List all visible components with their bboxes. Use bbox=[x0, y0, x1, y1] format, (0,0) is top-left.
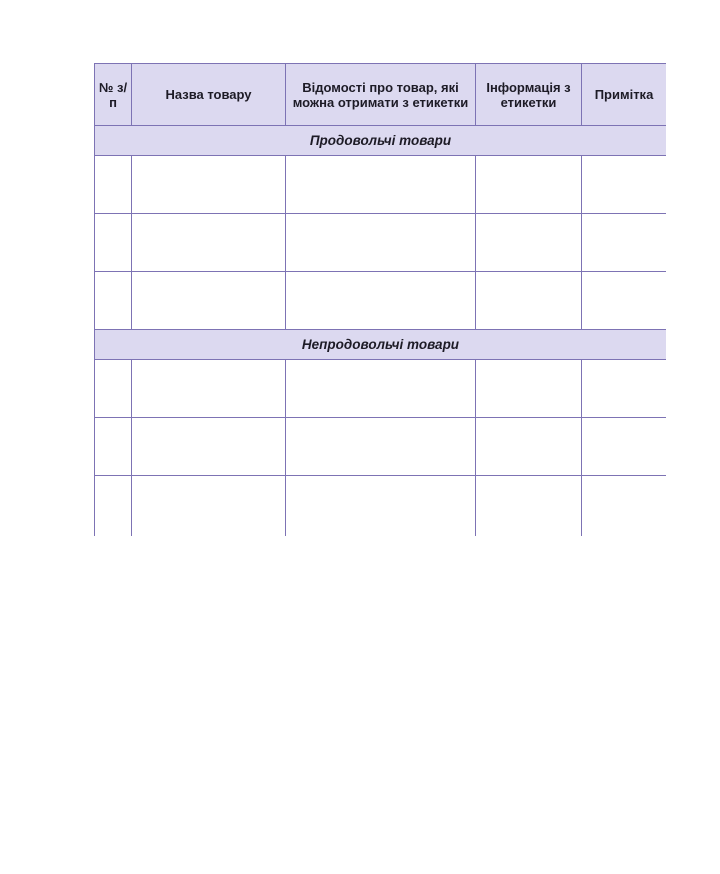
cell-number[interactable] bbox=[95, 360, 132, 418]
table-row bbox=[95, 272, 667, 330]
cell-label-info[interactable] bbox=[476, 214, 582, 272]
cell-number[interactable] bbox=[95, 272, 132, 330]
section-title-nonfood: Непродовольчі товари bbox=[95, 330, 667, 360]
cell-note[interactable] bbox=[582, 214, 667, 272]
cell-number[interactable] bbox=[95, 476, 132, 537]
goods-label-table bbox=[94, 63, 666, 536]
worksheet bbox=[94, 63, 666, 536]
cell-note[interactable] bbox=[582, 156, 667, 214]
cell-label-info[interactable] bbox=[476, 360, 582, 418]
section-title-food: Продовольчі товари bbox=[95, 126, 667, 156]
header-product-name: Назва товару bbox=[132, 64, 286, 126]
header-row bbox=[95, 64, 667, 126]
header-note: Примітка bbox=[582, 64, 667, 126]
cell-number[interactable] bbox=[95, 418, 132, 476]
cell-product-name[interactable] bbox=[132, 214, 286, 272]
cell-label-details[interactable] bbox=[286, 476, 476, 537]
cell-product-name[interactable] bbox=[132, 418, 286, 476]
cell-note[interactable] bbox=[582, 272, 667, 330]
cell-label-details[interactable] bbox=[286, 214, 476, 272]
cell-product-name[interactable] bbox=[132, 272, 286, 330]
cell-label-info[interactable] bbox=[476, 156, 582, 214]
cell-label-info[interactable] bbox=[476, 476, 582, 537]
table-row bbox=[95, 360, 667, 418]
table-row bbox=[95, 476, 667, 537]
cell-number[interactable] bbox=[95, 156, 132, 214]
cell-note[interactable] bbox=[582, 360, 667, 418]
cell-label-details[interactable] bbox=[286, 272, 476, 330]
section-row-nonfood bbox=[95, 330, 667, 360]
section-row-food bbox=[95, 126, 667, 156]
header-label-info: Інформація з етикетки bbox=[476, 64, 582, 126]
table-row bbox=[95, 418, 667, 476]
table-row bbox=[95, 156, 667, 214]
cell-label-info[interactable] bbox=[476, 272, 582, 330]
cell-label-details[interactable] bbox=[286, 156, 476, 214]
cell-number[interactable] bbox=[95, 214, 132, 272]
cell-product-name[interactable] bbox=[132, 156, 286, 214]
table-row bbox=[95, 214, 667, 272]
cell-label-details[interactable] bbox=[286, 418, 476, 476]
cell-label-info[interactable] bbox=[476, 418, 582, 476]
cell-product-name[interactable] bbox=[132, 360, 286, 418]
cell-label-details[interactable] bbox=[286, 360, 476, 418]
cell-note[interactable] bbox=[582, 476, 667, 537]
header-label-details: Відомості про товар, які можна отримати з етикетки bbox=[286, 64, 476, 126]
header-number: № з/п bbox=[95, 64, 132, 126]
cell-product-name[interactable] bbox=[132, 476, 286, 537]
cell-note[interactable] bbox=[582, 418, 667, 476]
